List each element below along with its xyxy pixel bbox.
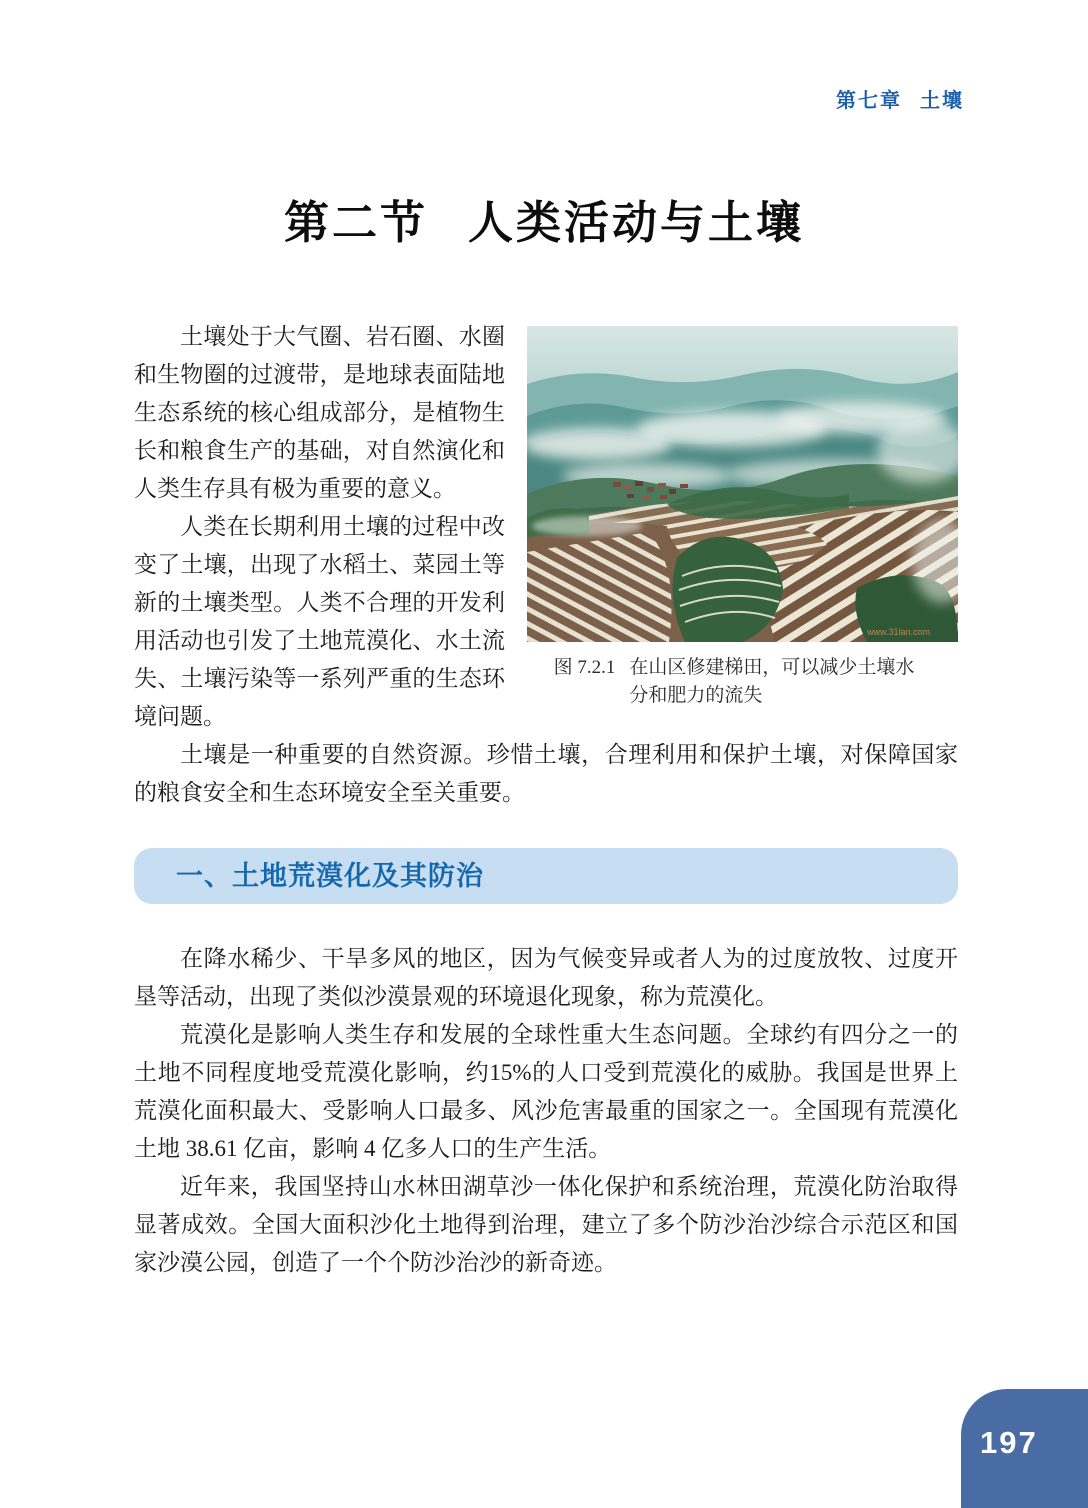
intro-paragraph-3: 土壤是一种重要的自然资源。珍惜土壤，合理利用和保护土壤，对保障国家的粮食安全和生态环境安全至关重要。 xyxy=(134,742,958,805)
section-name: 人类活动与土壤 xyxy=(468,197,805,248)
page-content xyxy=(134,318,958,1282)
chapter-label: 第七章 xyxy=(836,90,902,112)
page-title xyxy=(0,186,1088,251)
figure-7-2-1 xyxy=(527,326,958,710)
photo-watermark: www.31lan.com xyxy=(867,627,931,637)
chapter-header xyxy=(836,84,964,113)
section1-paragraph-1: 在降水稀少、干旱多风的地区，因为气候变异或者人为的过度放牧、过度开垦等活动，出现了类似沙漠景观的环境退化现象，称为荒漠化。 xyxy=(134,946,958,1009)
section-heading: 一、土地荒漠化及其防治 xyxy=(176,861,484,891)
figure-caption-text: 在山区修建梯田，可以减少土壤水分和肥力的流失 xyxy=(629,657,915,706)
intro-paragraph-1: 土壤处于大气圈、岩石圈、水圈和生物圈的过渡带，是地球表面陆地生态系统的核心组成部分，是植物生长和粮食生产的基础，对自然演化和人类生存具有极为重要的意义。 xyxy=(134,324,505,501)
section1-paragraph-2: 荒漠化是影响人类生存和发展的全球性重大生态问题。全球约有四分之一的土地不同程度地受荒漠化影响，约15%的人口受到荒漠化的威胁。我国是世界上荒漠化面积最大、受影响人口最多、风沙危害最重的国家之一。全国现有荒漠化土地 38.61 亿亩，影响 4 亿多人口的生产生活。 xyxy=(134,1022,958,1161)
chapter-name: 土壤 xyxy=(920,90,964,112)
intro-paragraph-2: 人类在长期利用土壤的过程中改变了土壤，出现了水稻土、菜园土等新的土壤类型。人类不合理的开发利用活动也引发了土地荒漠化、水土流失、土壤污染等一系列严重的生态环境问题。 xyxy=(134,514,505,729)
page-number-tab xyxy=(961,1389,1088,1508)
section-heading-banner xyxy=(134,848,958,904)
section1-paragraph-3: 近年来，我国坚持山水林田湖草沙一体化保护和系统治理，荒漠化防治取得显著成效。全国大面积沙化土地得到治理，建立了多个防沙治沙综合示范区和国家沙漠公园，创造了一个个防沙治沙的新奇迹。 xyxy=(134,1174,958,1275)
page-number: 197 xyxy=(980,1425,1038,1460)
figure-caption xyxy=(527,654,958,710)
figure-caption-label: 图 7.2.1 xyxy=(553,657,616,678)
section-label: 第二节 xyxy=(283,197,428,248)
terraced-fields-photo xyxy=(527,326,958,642)
